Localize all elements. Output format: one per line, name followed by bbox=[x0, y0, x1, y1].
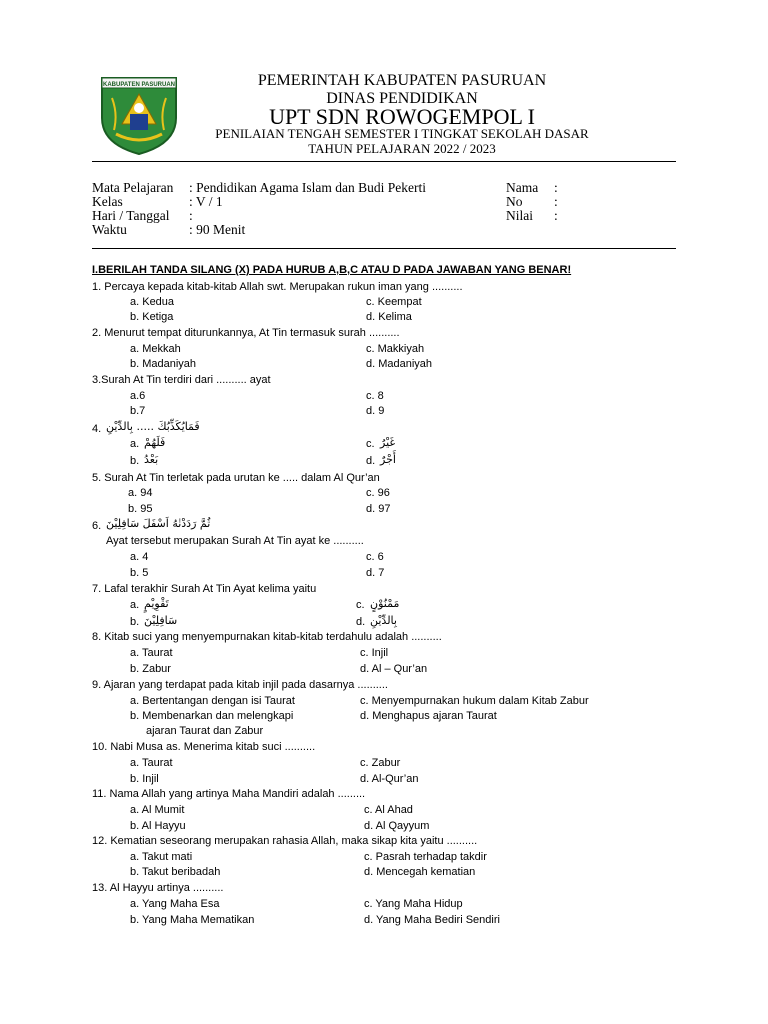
q1-option-b: b. Ketiga bbox=[130, 311, 174, 323]
school-name: UPT SDN ROWOGEMPOL I bbox=[269, 104, 535, 129]
q6-option-c: c. 6 bbox=[366, 551, 384, 563]
q7-option-b-arabic: سَافِلِيْنَ bbox=[144, 614, 178, 627]
q3-option-b: b.7 bbox=[130, 405, 146, 417]
question-12: 12. Kematian seseorang merupakan rahasia Allah, maka sikap kita yaitu .......... bbox=[92, 835, 478, 847]
q7-option-a-arabic: تَقْوِيْمٍ bbox=[144, 597, 169, 610]
time-label: Waktu bbox=[92, 222, 127, 237]
q2-option-a: a. Mekkah bbox=[130, 343, 181, 355]
q4-option-a-arabic: فَلَهُمْ bbox=[144, 436, 166, 449]
q13-option-a: a. Yang Maha Esa bbox=[130, 898, 220, 910]
q9-option-a: a. Bertentangan dengan isi Taurat bbox=[130, 695, 295, 707]
q7-option-c-label: c. bbox=[356, 599, 365, 611]
q7-option-d-label: d. bbox=[356, 616, 366, 628]
subject-label: Mata Pelajaran bbox=[92, 180, 174, 195]
question-4-arabic: فَمَايُكَذِّبُكَ ..... بِالدِّيْنِ bbox=[106, 420, 200, 433]
q13-option-c: c. Yang Maha Hidup bbox=[364, 898, 463, 910]
q8-option-b: b. Zabur bbox=[130, 663, 171, 675]
regency-emblem-logo bbox=[96, 74, 182, 156]
q7-option-a-label: a. bbox=[130, 599, 140, 611]
q7-option-c-arabic: مَمْنُوْنٍ bbox=[370, 597, 400, 610]
question-6-number: 6. bbox=[92, 520, 102, 532]
q9-option-b: b. Membenarkan dan melengkapi bbox=[130, 710, 294, 722]
q4-option-d-label: d. bbox=[366, 455, 376, 467]
question-7: 7. Lafal terakhir Surah At Tin Ayat kelima yaitu bbox=[92, 583, 317, 595]
date-value: : bbox=[189, 208, 193, 223]
class-label: Kelas bbox=[92, 194, 123, 209]
q7-option-b-label: b. bbox=[130, 616, 140, 628]
question-2: 2. Menurut tempat diturunkannya, At Tin termasuk surah .......... bbox=[92, 327, 400, 339]
q4-option-c-label: c. bbox=[366, 438, 375, 450]
question-3: 3.Surah At Tin terdiri dari .......... ayat bbox=[92, 374, 271, 386]
score-label: Nilai bbox=[506, 208, 533, 223]
question-5: 5. Surah At Tin terletak pada urutan ke ..... dalam Al Qur’an bbox=[92, 472, 380, 484]
q13-option-d: d. Yang Maha Bediri Sendiri bbox=[364, 914, 500, 926]
q11-option-a: a. Al Mumit bbox=[130, 804, 185, 816]
question-13: 13. Al Hayyu artinya .......... bbox=[92, 882, 224, 894]
q13-option-b: b. Yang Maha Mematikan bbox=[130, 914, 255, 926]
q7-option-d-arabic: بِالدِّيْنِ bbox=[370, 614, 397, 627]
q3-option-d: d. 9 bbox=[366, 405, 385, 417]
q6-option-b: b. 5 bbox=[130, 567, 149, 579]
q2-option-d: d. Madaniyah bbox=[366, 358, 433, 370]
logo-banner-text: KABUPATEN PASURUAN bbox=[103, 82, 175, 88]
class-value: : V / 1 bbox=[189, 194, 223, 209]
q11-option-d: d. Al Qayyum bbox=[364, 820, 430, 832]
q1-option-d: d. Kelima bbox=[366, 311, 412, 323]
student-number-field: : bbox=[554, 194, 558, 209]
question-6-text: Ayat tersebut merupakan Surah At Tin ayat ke .......... bbox=[106, 535, 364, 547]
q11-option-b: b. Al Hayyu bbox=[130, 820, 186, 832]
time-value: : 90 Menit bbox=[189, 222, 246, 237]
q8-option-c: c. Injil bbox=[360, 647, 389, 659]
question-10: 10. Nabi Musa as. Menerima kitab suci .......... bbox=[92, 741, 316, 753]
q3-option-c: c. 8 bbox=[366, 390, 384, 402]
q10-option-a: a. Taurat bbox=[130, 757, 173, 769]
q9-option-b-continued: ajaran Taurat dan Zabur bbox=[146, 725, 264, 737]
government-title: PEMERINTAH KABUPATEN PASURUAN bbox=[257, 72, 547, 89]
q11-option-c: c. Al Ahad bbox=[364, 804, 413, 816]
header-divider bbox=[92, 161, 676, 162]
q10-option-b: b. Injil bbox=[130, 773, 159, 785]
q12-option-c: c. Pasrah terhadap takdir bbox=[364, 851, 487, 863]
q4-option-d-arabic: أَجْرٌ bbox=[380, 453, 396, 466]
exam-title: PENILAIAN TENGAH SEMESTER I TINGKAT SEKOLAH DASAR bbox=[215, 126, 589, 141]
student-name-label: Nama bbox=[506, 180, 539, 195]
info-divider bbox=[92, 248, 676, 249]
q4-option-b-label: b. bbox=[130, 455, 140, 467]
date-label: Hari / Tanggal bbox=[92, 208, 170, 223]
q3-option-a: a.6 bbox=[130, 390, 146, 402]
student-number-label: No bbox=[506, 194, 523, 209]
academic-year: TAHUN PELAJARAN 2022 / 2023 bbox=[308, 141, 496, 156]
q2-option-b: b. Madaniyah bbox=[130, 358, 197, 370]
q5-option-d: d. 97 bbox=[366, 503, 391, 515]
student-name-field: : bbox=[554, 180, 558, 195]
q9-option-c: c. Menyempurnakan hukum dalam Kitab Zabur bbox=[360, 695, 589, 707]
q5-option-b: b. 95 bbox=[128, 503, 153, 515]
q4-option-a-label: a. bbox=[130, 438, 140, 450]
question-6-arabic: ثُمَّ رَدَدْنٰهُ اَسْفَلَ سَافِلِيْنَ bbox=[106, 517, 211, 530]
q12-option-b: b. Takut beribadah bbox=[130, 866, 221, 878]
subject-value: : Pendidikan Agama Islam dan Budi Pekerti bbox=[189, 180, 426, 195]
department-title: DINAS PENDIDIKAN bbox=[326, 90, 478, 107]
q4-option-c-arabic: غَيْرُ bbox=[380, 436, 396, 449]
q5-option-c: c. 96 bbox=[366, 487, 390, 499]
section-instruction: I.BERILAH TANDA SILANG (X) PADA HURUB A,B,C ATAU D PADA JAWABAN YANG BENAR! bbox=[92, 264, 572, 276]
q1-option-a: a. Kedua bbox=[130, 296, 175, 308]
question-4-number: 4. bbox=[92, 423, 102, 435]
q9-option-d: d. Menghapus ajaran Taurat bbox=[360, 710, 497, 722]
question-11: 11. Nama Allah yang artinya Maha Mandiri adalah ......... bbox=[92, 788, 366, 800]
score-field: : bbox=[554, 208, 558, 223]
q5-option-a: a. 94 bbox=[128, 487, 153, 499]
question-8: 8. Kitab suci yang menyempurnakan kitab-kitab terdahulu adalah .......... bbox=[92, 631, 442, 643]
q6-option-a: a. 4 bbox=[130, 551, 149, 563]
q8-option-d: d. Al – Qur’an bbox=[360, 663, 428, 675]
q10-option-d: d. Al-Qur’an bbox=[360, 773, 419, 785]
q6-option-d: d. 7 bbox=[366, 567, 385, 579]
q8-option-a: a. Taurat bbox=[130, 647, 173, 659]
q12-option-d: d. Mencegah kematian bbox=[364, 866, 476, 878]
q4-option-b-arabic: بَعْدُ bbox=[144, 453, 159, 466]
question-9: 9. Ajaran yang terdapat pada kitab injil pada dasarnya .......... bbox=[92, 679, 388, 691]
question-1: 1. Percaya kepada kitab-kitab Allah swt. Merupakan rukun iman yang .......... bbox=[92, 281, 463, 293]
q10-option-c: c. Zabur bbox=[360, 757, 401, 769]
q2-option-c: c. Makkiyah bbox=[366, 343, 425, 355]
q1-option-c: c. Keempat bbox=[366, 296, 422, 308]
q12-option-a: a. Takut mati bbox=[130, 851, 193, 863]
